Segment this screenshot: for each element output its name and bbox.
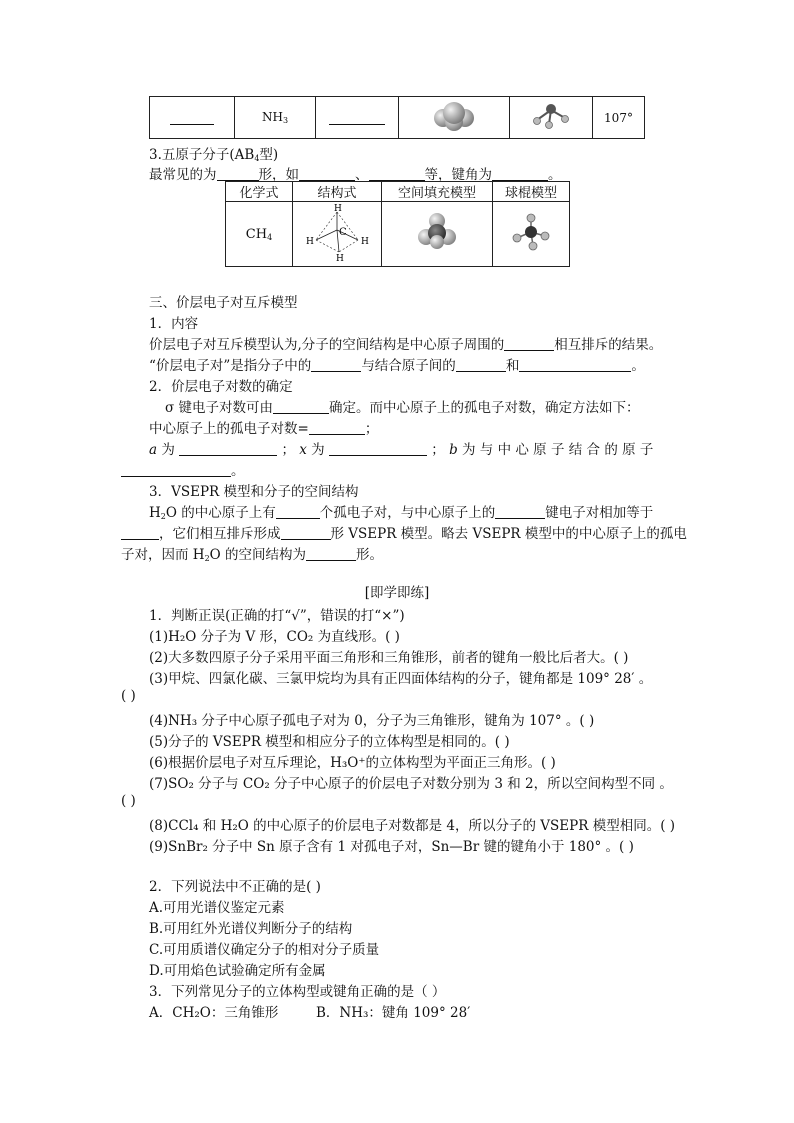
q2-title: 2．下列说法中不正确的是( ) [149,879,321,895]
q1-item-2: (2)大多数四原子分子采用平面三角形和三角锥形，前者的键角一般比后者大。( ) [149,650,629,666]
ch4-ball-stick-cell [493,202,570,267]
subsection-count-title: 2．价层电子对数的确定 [149,379,293,395]
q1-item-3-paren: ( ) [121,688,136,704]
blank-cell [316,97,399,139]
q1-item-7: (7)SO₂ 分子与 CO₂ 分子中心原子的价层电子对数分别为 3 和 2，所以空间构型不同 。 [149,776,673,792]
count-line-3: a 为 ； x 为 ； b 为 与 中 心 原 子 结 合 的 原 子 [149,442,654,458]
molecule-table-row [149,96,645,139]
q1-item-5: (5)分子的 VSEPR 模型和相应分子的立体构型是相同的。( ) [149,734,510,750]
q2-option-a: A.可用光谱仪鉴定元素 [149,900,285,916]
q1-item-4: (4)NH₃ 分子中心原子孤电子对为 0，分子为三角锥形，键角为 107° 。( ) [149,713,595,729]
header-formula: 化学式 [226,182,293,202]
space-filling-model-cell [399,97,510,139]
ch4-table [225,181,570,267]
bond-angle-cell: 107° [593,97,645,139]
h-atom-left: H [306,237,314,247]
q1-item-7-paren: ( ) [121,793,136,809]
count-line-1: σ 键电子对数可由 确定。而中心原子上的孤电子对数，确定方法如下： [165,400,640,416]
header-structural: 结构式 [293,182,382,202]
q2-option-d: D.可用焰色试验确定所有金属 [149,963,326,979]
q3-title: 3．下列常见分子的立体构型或键角正确的是（ ） [149,984,446,1000]
ch4-space-filling-model [415,212,459,252]
subsection-vsepr-title: 3．VSEPR 模型和分子的空间结构 [149,484,359,500]
q1-title: 1．判断正误(正确的打“√”，错误的打“×”) [149,608,405,624]
q3-option-a: A．CH₂O：三角锥形 [149,1005,279,1021]
q1-item-6: (6)根据价层电子对互斥理论，H₃O⁺的立体构型为平面正三角形。( ) [149,755,556,771]
ch4-formula-cell: $CH_4$ [226,202,293,267]
q2-option-c: C.可用质谱仪确定分子的相对分子质量 [149,942,380,958]
five-atom-heading: 3.五原子分子($AB_4$型) [149,147,279,163]
subsection-content-title: 1．内容 [149,316,199,332]
structural-formula-cell [293,202,382,267]
content-line-1: 价层电子对互斥模型认为,分子的空间结构是中心原子周围的 相互排斥的结果。 [149,337,663,353]
vsepr-line-3: 子对，因而 $H_2O$ 的空间结构为 形。 [121,547,384,563]
formula-cell: $NH_3$ [235,97,316,139]
q2-option-b: B.可用红外光谱仪判断分子的结构 [149,921,353,937]
h-atom-bottom: H [336,254,344,262]
ch4-ball-stick-model [509,212,553,252]
header-ball-stick: 球棍模型 [493,182,570,202]
vsepr-line-2: ，它们相互排斥形成 形 VSEPR 模型。略去 VSEPR 模型中的中心原子上的孤电 [121,522,687,542]
ch4-structural-formula [302,202,372,262]
ball-stick-model-cell [510,97,593,139]
h-atom-top: H [334,204,342,214]
count-line-4: 。 [121,459,245,479]
blank-cell [150,97,235,139]
section-title: 三、价层电子对互斥模型 [149,295,298,311]
q1-item-1: (1)H₂O 分子为 V 形，CO₂ 为直线形。( ) [149,629,400,645]
q1-item-8: (8)CCl₄ 和 H₂O 的中心原子的价层电子对数都是 4，所以分子的 VSEPR 模型相同。( ) [149,818,676,834]
practice-title: [即学即练] [364,585,430,601]
c-atom: C [339,227,347,238]
nh3-ball-stick-model [528,100,574,132]
q1-item-3: (3)甲烷、四氯化碳、三氯甲烷均为具有正四面体结构的分子，键角都是 109° 28′ 。 [149,671,653,687]
h-atom-right: H [361,237,369,247]
header-space-filling: 空间填充模型 [382,182,493,202]
ch4-space-filling-cell [382,202,493,267]
q3-option-b: B．NH₃：键角 109° 28′ [316,1005,471,1021]
vsepr-line-1: $H_2O$ 的中心原子上有 个孤电子对，与中心原子上的 键电子对相加等于 [149,505,654,521]
content-line-2: “价层电子对”是指分子中的 与结合原子间的 和 。 [149,358,645,374]
five-atom-line: 最常见的为 形，如 、 等，键角为 。 [149,167,562,183]
count-line-2: 中心原子上的孤电子对数= ； [149,421,379,437]
nh3-space-filling-model [429,98,479,134]
q1-item-9: (9)SnBr₂ 分子中 Sn 原子含有 1 对孤电子对，Sn—Br 键的键角小于 180° 。( ) [149,839,634,855]
